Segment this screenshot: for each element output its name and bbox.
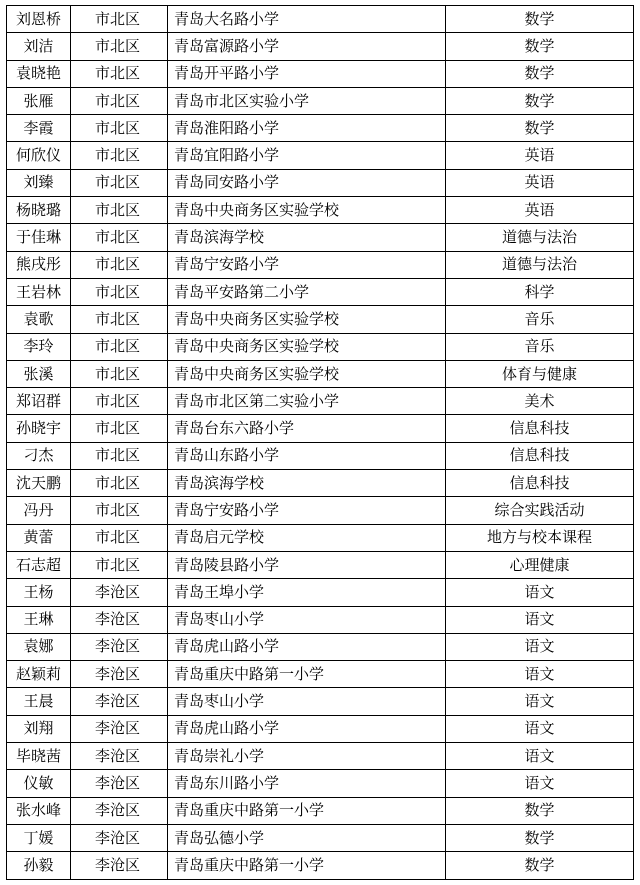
school-cell: 青岛市北区第二实验小学 <box>168 388 446 415</box>
school-cell: 青岛开平路小学 <box>168 60 446 87</box>
table-row <box>7 497 634 524</box>
teacher-list-table <box>6 5 634 880</box>
school-cell: 青岛同安路小学 <box>168 169 446 196</box>
subject-cell: 地方与校本课程 <box>446 524 634 551</box>
district-cell: 市北区 <box>71 442 168 469</box>
district-cell: 李沧区 <box>71 797 168 824</box>
teacher-name-cell: 仪敏 <box>7 770 71 797</box>
table-row <box>7 688 634 715</box>
teacher-name-cell: 李玲 <box>7 333 71 360</box>
table-row <box>7 388 634 415</box>
district-cell: 市北区 <box>71 524 168 551</box>
teacher-name-cell: 袁歌 <box>7 306 71 333</box>
table-row <box>7 551 634 578</box>
table-row <box>7 715 634 742</box>
subject-cell: 语文 <box>446 715 634 742</box>
district-cell: 市北区 <box>71 224 168 251</box>
subject-cell: 数学 <box>446 6 634 33</box>
table-row <box>7 278 634 305</box>
table-row <box>7 142 634 169</box>
school-cell: 青岛宜阳路小学 <box>168 142 446 169</box>
school-cell: 青岛重庆中路第一小学 <box>168 661 446 688</box>
table-row <box>7 415 634 442</box>
teacher-name-cell: 沈天鹏 <box>7 470 71 497</box>
subject-cell: 心理健康 <box>446 551 634 578</box>
district-cell: 市北区 <box>71 306 168 333</box>
teacher-name-cell: 王杨 <box>7 579 71 606</box>
teacher-name-cell: 张雁 <box>7 87 71 114</box>
teacher-name-cell: 毕晓茜 <box>7 743 71 770</box>
subject-cell: 数学 <box>446 33 634 60</box>
district-cell: 市北区 <box>71 278 168 305</box>
table-row <box>7 251 634 278</box>
teacher-name-cell: 孙晓宇 <box>7 415 71 442</box>
school-cell: 青岛山东路小学 <box>168 442 446 469</box>
district-cell: 市北区 <box>71 169 168 196</box>
district-cell: 市北区 <box>71 115 168 142</box>
teacher-name-cell: 冯丹 <box>7 497 71 524</box>
table-row <box>7 6 634 33</box>
teacher-name-cell: 赵颖莉 <box>7 661 71 688</box>
teacher-name-cell: 袁娜 <box>7 633 71 660</box>
district-cell: 市北区 <box>71 415 168 442</box>
district-cell: 李沧区 <box>71 688 168 715</box>
subject-cell: 信息科技 <box>446 415 634 442</box>
subject-cell: 英语 <box>446 197 634 224</box>
subject-cell: 语文 <box>446 633 634 660</box>
school-cell: 青岛王埠小学 <box>168 579 446 606</box>
district-cell: 市北区 <box>71 197 168 224</box>
school-cell: 青岛淮阳路小学 <box>168 115 446 142</box>
table-row <box>7 797 634 824</box>
subject-cell: 音乐 <box>446 333 634 360</box>
table-row <box>7 33 634 60</box>
teacher-name-cell: 杨晓璐 <box>7 197 71 224</box>
school-cell: 青岛中央商务区实验学校 <box>168 360 446 387</box>
school-cell: 青岛中央商务区实验学校 <box>168 197 446 224</box>
table-row <box>7 579 634 606</box>
subject-cell: 道德与法治 <box>446 224 634 251</box>
subject-cell: 语文 <box>446 688 634 715</box>
table-row <box>7 169 634 196</box>
table-row <box>7 306 634 333</box>
district-cell: 李沧区 <box>71 824 168 851</box>
school-cell: 青岛滨海学校 <box>168 224 446 251</box>
teacher-name-cell: 石志超 <box>7 551 71 578</box>
subject-cell: 科学 <box>446 278 634 305</box>
school-cell: 青岛大名路小学 <box>168 6 446 33</box>
school-cell: 青岛弘德小学 <box>168 824 446 851</box>
subject-cell: 语文 <box>446 743 634 770</box>
school-cell: 青岛滨海学校 <box>168 470 446 497</box>
teacher-name-cell: 王琳 <box>7 606 71 633</box>
school-cell: 青岛中央商务区实验学校 <box>168 306 446 333</box>
teacher-name-cell: 刘臻 <box>7 169 71 196</box>
school-cell: 青岛枣山小学 <box>168 606 446 633</box>
table-row <box>7 224 634 251</box>
table-body <box>7 6 634 880</box>
district-cell: 市北区 <box>71 142 168 169</box>
subject-cell: 美术 <box>446 388 634 415</box>
table-row <box>7 524 634 551</box>
subject-cell: 语文 <box>446 579 634 606</box>
subject-cell: 数学 <box>446 87 634 114</box>
subject-cell: 语文 <box>446 661 634 688</box>
teacher-name-cell: 王晨 <box>7 688 71 715</box>
teacher-name-cell: 丁媛 <box>7 824 71 851</box>
subject-cell: 数学 <box>446 824 634 851</box>
subject-cell: 综合实践活动 <box>446 497 634 524</box>
teacher-name-cell: 李霞 <box>7 115 71 142</box>
teacher-name-cell: 刁杰 <box>7 442 71 469</box>
subject-cell: 数学 <box>446 852 634 879</box>
district-cell: 李沧区 <box>71 770 168 797</box>
subject-cell: 语文 <box>446 770 634 797</box>
district-cell: 李沧区 <box>71 606 168 633</box>
subject-cell: 数学 <box>446 115 634 142</box>
district-cell: 市北区 <box>71 360 168 387</box>
school-cell: 青岛台东六路小学 <box>168 415 446 442</box>
district-cell: 市北区 <box>71 87 168 114</box>
table-row <box>7 333 634 360</box>
teacher-name-cell: 何欣仪 <box>7 142 71 169</box>
district-cell: 市北区 <box>71 551 168 578</box>
school-cell: 青岛宁安路小学 <box>168 497 446 524</box>
teacher-name-cell: 熊戌彤 <box>7 251 71 278</box>
subject-cell: 数学 <box>446 797 634 824</box>
school-cell: 青岛启元学校 <box>168 524 446 551</box>
district-cell: 市北区 <box>71 388 168 415</box>
district-cell: 市北区 <box>71 251 168 278</box>
subject-cell: 音乐 <box>446 306 634 333</box>
district-cell: 李沧区 <box>71 852 168 879</box>
teacher-name-cell: 刘恩桥 <box>7 6 71 33</box>
school-cell: 青岛平安路第二小学 <box>168 278 446 305</box>
subject-cell: 道德与法治 <box>446 251 634 278</box>
table-row <box>7 442 634 469</box>
subject-cell: 数学 <box>446 60 634 87</box>
table-row <box>7 87 634 114</box>
district-cell: 市北区 <box>71 6 168 33</box>
teacher-name-cell: 刘洁 <box>7 33 71 60</box>
school-cell: 青岛富源路小学 <box>168 33 446 60</box>
table-row <box>7 743 634 770</box>
district-cell: 李沧区 <box>71 715 168 742</box>
table-row <box>7 60 634 87</box>
table-row <box>7 197 634 224</box>
district-cell: 李沧区 <box>71 743 168 770</box>
table-row <box>7 824 634 851</box>
teacher-name-cell: 张水峰 <box>7 797 71 824</box>
district-cell: 李沧区 <box>71 579 168 606</box>
district-cell: 市北区 <box>71 333 168 360</box>
school-cell: 青岛市北区实验小学 <box>168 87 446 114</box>
school-cell: 青岛中央商务区实验学校 <box>168 333 446 360</box>
table-row <box>7 661 634 688</box>
school-cell: 青岛东川路小学 <box>168 770 446 797</box>
subject-cell: 体育与健康 <box>446 360 634 387</box>
teacher-name-cell: 张溪 <box>7 360 71 387</box>
teacher-name-cell: 王岩林 <box>7 278 71 305</box>
school-cell: 青岛枣山小学 <box>168 688 446 715</box>
district-cell: 李沧区 <box>71 633 168 660</box>
teacher-name-cell: 孙毅 <box>7 852 71 879</box>
school-cell: 青岛宁安路小学 <box>168 251 446 278</box>
table-row <box>7 770 634 797</box>
table-row <box>7 633 634 660</box>
subject-cell: 语文 <box>446 606 634 633</box>
district-cell: 市北区 <box>71 470 168 497</box>
subject-cell: 英语 <box>446 169 634 196</box>
table-row <box>7 360 634 387</box>
teacher-name-cell: 袁晓艳 <box>7 60 71 87</box>
subject-cell: 信息科技 <box>446 470 634 497</box>
teacher-name-cell: 刘翔 <box>7 715 71 742</box>
table-row <box>7 470 634 497</box>
school-cell: 青岛崇礼小学 <box>168 743 446 770</box>
teacher-name-cell: 黄蕾 <box>7 524 71 551</box>
district-cell: 市北区 <box>71 60 168 87</box>
school-cell: 青岛重庆中路第一小学 <box>168 852 446 879</box>
school-cell: 青岛虎山路小学 <box>168 715 446 742</box>
table-row <box>7 852 634 879</box>
district-cell: 市北区 <box>71 497 168 524</box>
district-cell: 李沧区 <box>71 661 168 688</box>
subject-cell: 信息科技 <box>446 442 634 469</box>
table-row <box>7 115 634 142</box>
school-cell: 青岛陵县路小学 <box>168 551 446 578</box>
school-cell: 青岛重庆中路第一小学 <box>168 797 446 824</box>
district-cell: 市北区 <box>71 33 168 60</box>
school-cell: 青岛虎山路小学 <box>168 633 446 660</box>
teacher-name-cell: 郑诏群 <box>7 388 71 415</box>
teacher-name-cell: 于佳琳 <box>7 224 71 251</box>
table-row <box>7 606 634 633</box>
subject-cell: 英语 <box>446 142 634 169</box>
